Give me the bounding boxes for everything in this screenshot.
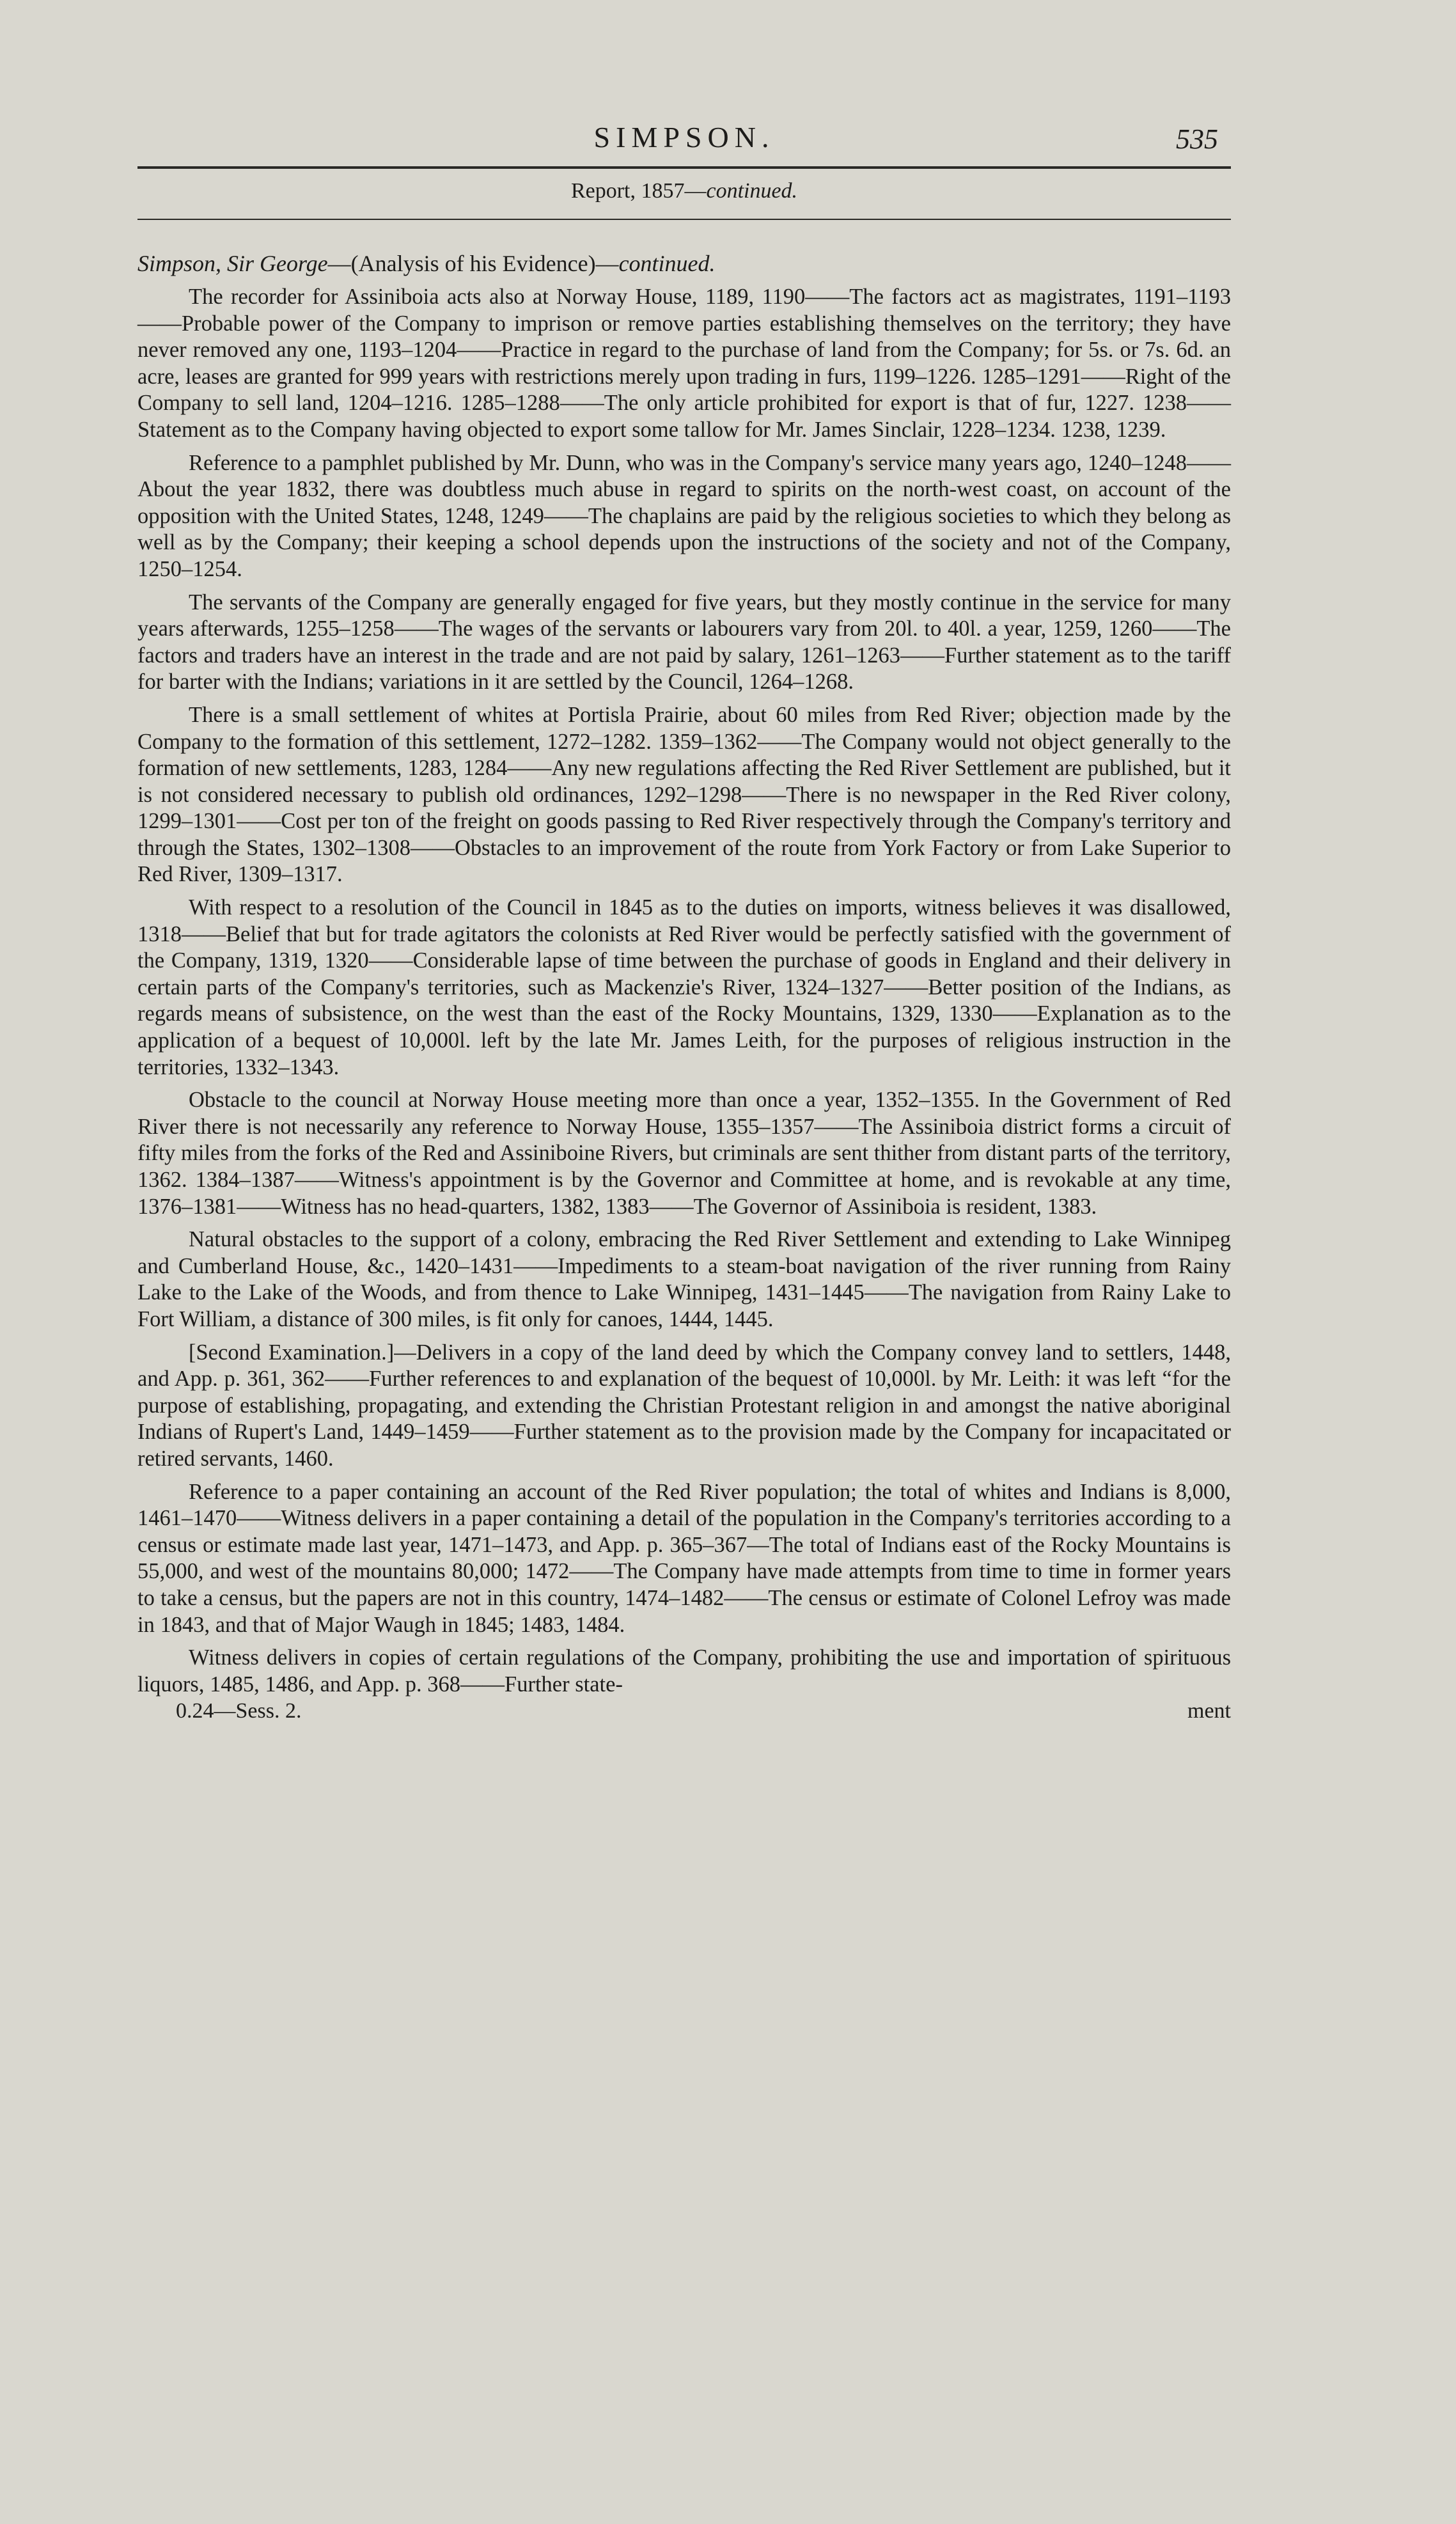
- running-title: SIMPSON.: [593, 121, 775, 153]
- catchword: ment: [1187, 1699, 1231, 1723]
- paragraph-9: Reference to a paper containing an account of the Red River population; the total of whites and Indians is 8,000, 1461–1470——Witness delivers in a paper containing a detail of the population in the Company's territories according to a census or estimate made last year, 1471–1473, and App. p. 365–367—The total of Indians east of the Rocky Mountains is 55,000, and west of the mountains 80,000; 1472——The Company have made attempts from time to time in former years to take a census, but the papers are not in this country, 1474–1482——The census or estimate of Colonel Lefroy was made in 1843, and that of Major Waugh in 1845; 1483, 1484.: [137, 1479, 1231, 1637]
- running-head: [137, 109, 1231, 166]
- paragraph-4: There is a small settlement of whites at Portisla Prairie, about 60 miles from Red River; objection made by the Company to the formation of this settlement, 1272–1282. 1359–1362——The Company would not object generally to the formation of new settlements, 1283, 1284——Any new regulations affecting the Red River Settlement are published, but it is not considered necessary to publish old ordinances, 1292–1298——There is no newspaper in the Red River colony, 1299–1301——Cost per ton of the freight on goods passing to Red River respectively through the Company's territory and through the States, 1302–1308——Obstacles to an improvement of the route from York Factory or from Lake Superior to Red River, 1309–1317.: [137, 702, 1231, 887]
- paragraph-3: The servants of the Company are generally engaged for five years, but they mostly continue in the service for many years afterwards, 1255–1258——The wages of the servants or labourers vary from 20l. to 40l. a year, 1259, 1260——The factors and traders have an interest in the trade and are not paid by salary, 1261–1263——Further statement as to the tariff for barter with the Indians; variations in it are settled by the Council, 1264–1268.: [137, 590, 1231, 694]
- entry-heading: [137, 249, 1231, 278]
- report-continued: continued.: [706, 179, 798, 203]
- report-subheading: [137, 179, 1231, 210]
- paragraph-7: Natural obstacles to the support of a colony, embracing the Red River Settlement and extending to Lake Winnipeg and Cumberland House, &c., 1420–1431——Impediments to a steam-boat navigation of the river running from Rainy Lake to the Lake of the Woods, and from thence to Lake Winnipeg, 1431–1445——The navigation from Rainy Lake to Fort William, a distance of 300 miles, is fit only for canoes, 1444, 1445.: [137, 1227, 1231, 1331]
- paragraph-5: With respect to a resolution of the Council in 1845 as to the duties on imports, witness believes it was disallowed, 1318——Belief that but for trade agitators the colonists at Red River would be perfectly satisfied with the government of the Company, 1319, 1320——Considerable lapse of time between the purchase of goods in England and their delivery in certain parts of the Company's territories, such as Mackenzie's River, 1324–1327——Better position of the Indians, as regards means of subsistence, on the west than the east of the Rocky Mountains, 1329, 1330——Explanation as to the application of a bequest of 10,000l. left by the late Mr. James Leith, for the purposes of religious instruction in the territories, 1332–1343.: [137, 895, 1231, 1079]
- paragraph-2: Reference to a pamphlet published by Mr. Dunn, who was in the Company's service many years ago, 1240–1248——About the year 1832, there was doubtless much abuse in regard to spirits on the north-west coast, on account of the opposition with the United States, 1248, 1249——The chaplains are paid by the religious societies to which they belong as well as by the Company; their keeping a school depends upon the instructions of the society and not of the Company, 1250–1254.: [137, 450, 1231, 581]
- document-page: [137, 109, 1231, 1727]
- page-footer: [137, 1699, 1231, 1727]
- entry-subject: —(Analysis of his Evidence)—: [327, 251, 619, 276]
- entry-continued: continued.: [618, 251, 716, 276]
- printer-signature: 0.24—Sess. 2.: [176, 1699, 302, 1723]
- report-label: Report, 1857—: [570, 179, 707, 203]
- paragraph-6: Obstacle to the council at Norway House meeting more than once a year, 1352–1355. In the Government of Red River there is not necessarily any reference to Norway House, 1355–1357——The Assiniboia district forms a circuit of fifty miles from the forks of the Red and Assiniboine Rivers, but criminals are sent thither from distant parts of the territory, 1362. 1384–1387——Witness's appointment is by the Governor and Committee at home, and is revokable at any time, 1376–1381——Witness has no head-quarters, 1382, 1383——The Governor of Assiniboia is resident, 1383.: [137, 1088, 1231, 1219]
- page-number: 535: [1176, 123, 1218, 155]
- paragraph-10: Witness delivers in copies of certain regulations of the Company, prohibiting the use and importation of spirituous liquors, 1485, 1486, and App. p. 368——Further state-: [137, 1645, 1231, 1697]
- paragraph-1: The recorder for Assiniboia acts also at Norway House, 1189, 1190——The factors act as magistrates, 1191–1193——Probable power of the Company to imprison or remove parties establishing themselves on the territory; they have never removed any one, 1193–1204——Practice in regard to the purchase of land from the Company; for 5s. or 7s. 6d. an acre, leases are granted for 999 years with restrictions merely upon trading in furs, 1199–1226. 1285–1291——Right of the Company to sell land, 1204–1216. 1285–1288——The only article prohibited for export is that of fur, 1227. 1238——Statement as to the Company having objected to export some tallow for Mr. James Sinclair, 1228–1234. 1238, 1239.: [137, 285, 1231, 442]
- subheading-rule: [137, 219, 1231, 220]
- entry-name: Simpson, Sir George: [137, 251, 328, 276]
- header-rule: [137, 166, 1231, 169]
- paragraph-8: [Second Examination.]—Delivers in a copy of the land deed by which the Company convey land to settlers, 1448, and App. p. 361, 362——Further references to and explanation of the bequest of 10,000l. by Mr. Leith: it was left “for the purpose of establishing, propagating, and extending the Christian Protestant religion in and amongst the native aboriginal Indians of Rupert's Land, 1449–1459——Further statement as to the provision made by the Company for incapacitated or retired servants, 1460.: [137, 1340, 1231, 1471]
